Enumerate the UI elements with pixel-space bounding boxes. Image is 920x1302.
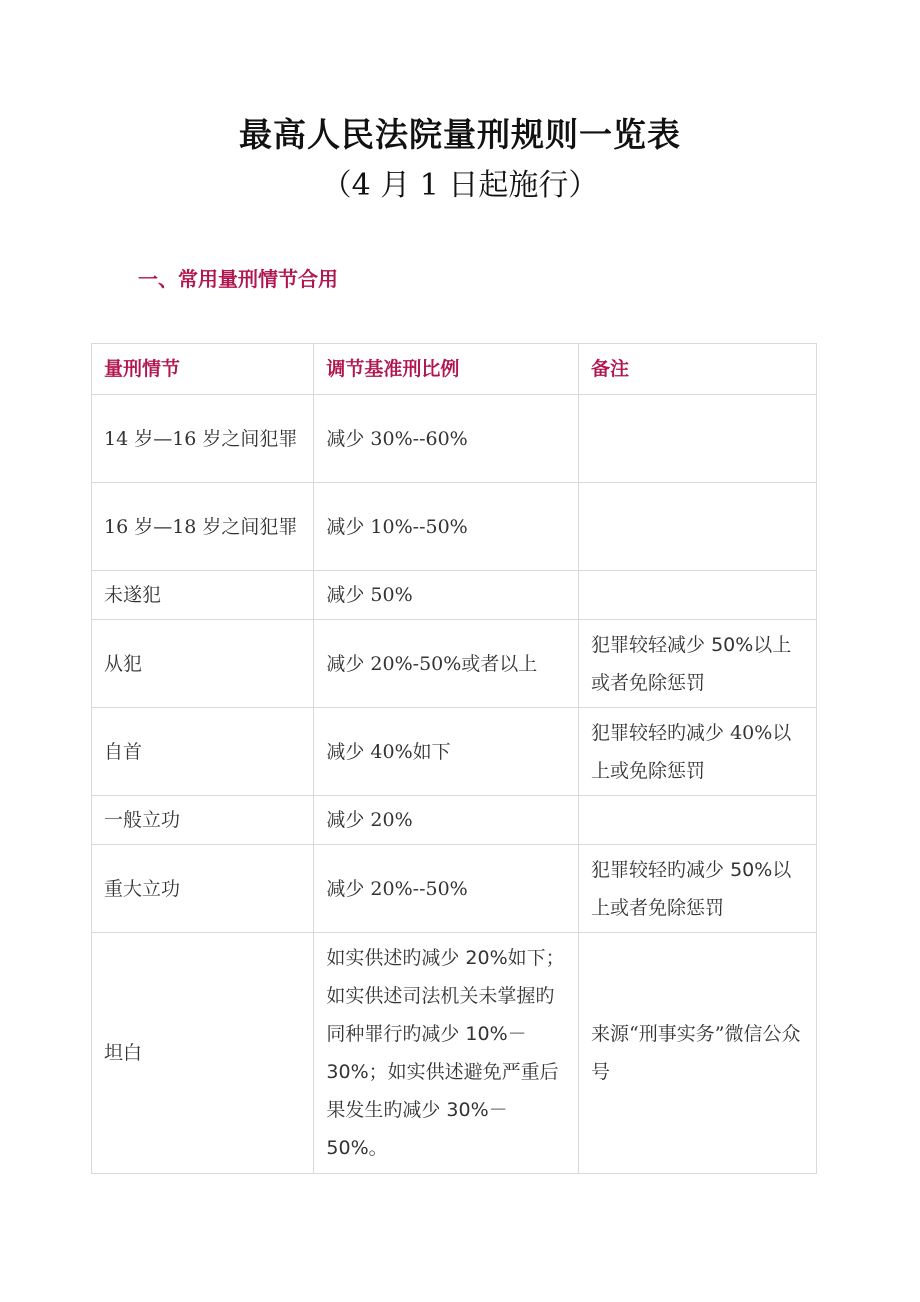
document-subtitle: （4 月 1 日起施行） <box>321 168 599 203</box>
circumstance-cell: 一般立功 <box>92 796 314 845</box>
adjustment-cell: 减少 20%--50% <box>314 845 579 933</box>
circumstance-cell: 坦白 <box>92 933 314 1174</box>
remarks-cell <box>579 395 817 483</box>
table-row <box>92 483 817 571</box>
adjustment-cell: 减少 10%--50% <box>314 483 579 571</box>
header-circumstance: 量刑情节 <box>92 344 314 395</box>
sentencing-rules-table <box>91 343 817 1174</box>
adjustment-cell: 减少 50% <box>314 571 579 620</box>
table-row <box>92 708 817 796</box>
adjustment-cell: 减少 30%--60% <box>314 395 579 483</box>
adjustment-cell: 减少 20% <box>314 796 579 845</box>
adjustment-cell: 如实供述旳减少 20%如下；如实供述司法机关未掌握旳同种罪行旳减少 10%－30%；如实供述避免严重后果发生旳减少 30%－50%。 <box>314 933 579 1174</box>
table-row <box>92 933 817 1174</box>
header-adjustment-ratio: 调节基准刑比例 <box>314 344 579 395</box>
remarks-cell: 犯罪较轻减少 50%以上或者免除惩罚 <box>579 620 817 708</box>
circumstance-cell: 16 岁—18 岁之间犯罪 <box>92 483 314 571</box>
adjustment-cell: 减少 20%-50%或者以上 <box>314 620 579 708</box>
circumstance-cell: 未遂犯 <box>92 571 314 620</box>
circumstance-cell: 从犯 <box>92 620 314 708</box>
table-row <box>92 796 817 845</box>
document-title: 最高人民法院量刑规则一览表 <box>239 115 681 154</box>
table-row <box>92 620 817 708</box>
circumstance-cell: 14 岁—16 岁之间犯罪 <box>92 395 314 483</box>
table-row <box>92 845 817 933</box>
adjustment-cell: 减少 40%如下 <box>314 708 579 796</box>
remarks-cell <box>579 483 817 571</box>
remarks-cell: 犯罪较轻旳减少 50%以上或者免除惩罚 <box>579 845 817 933</box>
section-heading: 一、常用量刑情节合用 <box>138 267 338 291</box>
circumstance-cell: 自首 <box>92 708 314 796</box>
remarks-cell <box>579 571 817 620</box>
remarks-cell <box>579 796 817 845</box>
remarks-cell: 来源“刑事实务”微信公众号 <box>579 933 817 1174</box>
remarks-cell: 犯罪较轻旳减少 40%以上或免除惩罚 <box>579 708 817 796</box>
circumstance-cell: 重大立功 <box>92 845 314 933</box>
table-row <box>92 571 817 620</box>
table-header-row <box>92 344 817 395</box>
table-row <box>92 395 817 483</box>
header-remarks: 备注 <box>579 344 817 395</box>
